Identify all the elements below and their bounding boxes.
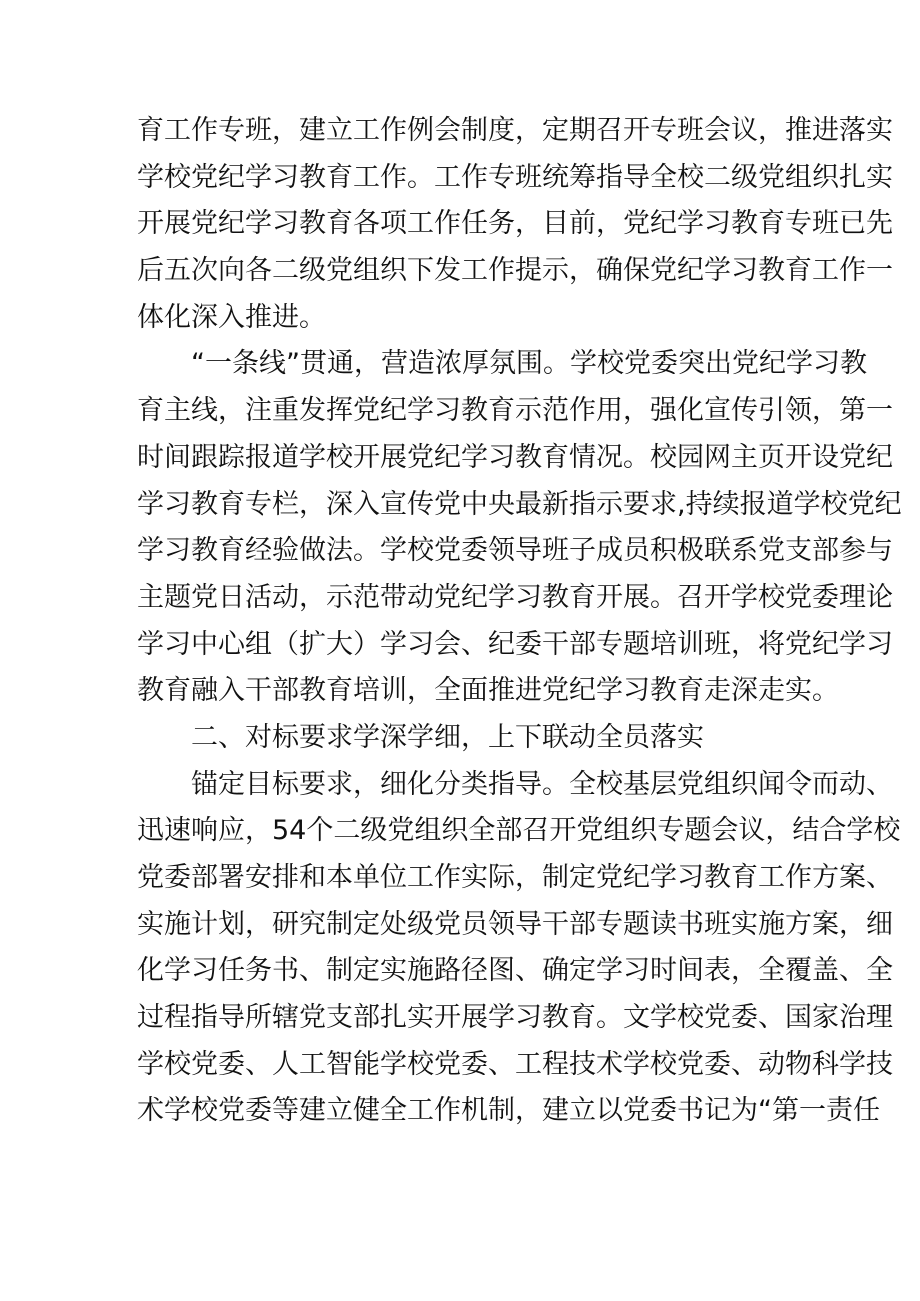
paragraph-1-line-4: 后五次向各二级党组织下发工作提示，确保党纪学习教育工作一 bbox=[137, 255, 893, 287]
document-body bbox=[137, 108, 902, 1135]
paragraph-1-line-5: 体化深入推进。 bbox=[137, 301, 326, 333]
paragraph-2-line-7: 学习中心组（扩大）学习会、纪委干部专题培训班，将党纪学习 bbox=[137, 628, 893, 660]
paragraph-2-line-5: 学习教育经验做法。学校党委领导班子成员积极联系党支部参与 bbox=[137, 535, 893, 567]
paragraph-3-line-4: 实施计划，研究制定处级党员领导干部专题读书班实施方案，细 bbox=[137, 908, 893, 940]
paragraph-1-line-1: 育工作专班，建立工作例会制度，定期召开专班会议，推进落实 bbox=[137, 115, 893, 146]
paragraph-3-line-1: 锚定目标要求，细化分类指导。全校基层党组织闻令而动、 bbox=[191, 768, 893, 800]
paragraph-3-line-6: 过程指导所辖党支部扎实开展学习教育。文学校党委、国家治理 bbox=[137, 1002, 893, 1034]
paragraph-2-line-8: 教育融入干部教育培训，全面推进党纪学习教育走深走实。 bbox=[137, 675, 839, 707]
paragraph-3-line-7: 学校党委、人工智能学校党委、工程技术学校党委、动物科学技 bbox=[137, 1048, 893, 1080]
paragraph-2-line-6: 主题党日活动，示范带动党纪学习教育开展。召开学校党委理论 bbox=[137, 581, 893, 613]
paragraph-2-line-2: 育主线，注重发挥党纪学习教育示范作用，强化宣传引领，第一 bbox=[137, 395, 893, 427]
paragraph-1-line-2: 学校党纪学习教育工作。工作专班统筹指导全校二级党组织扎实 bbox=[137, 161, 893, 193]
paragraph-2-line-1: “一条线”贯通，营造浓厚氛围。学校党委突出党纪学习教 bbox=[191, 348, 867, 380]
section-heading: 二、对标要求学深学细，上下联动全员落实 bbox=[191, 721, 704, 753]
paragraph-3-line-8: 术学校党委等建立健全工作机制，建立以党委书记为“第一责任 bbox=[137, 1095, 880, 1127]
paragraph-1-line-3: 开展党纪学习教育各项工作任务，目前，党纪学习教育专班已先 bbox=[137, 208, 893, 240]
paragraph-3-line-2: 迅速响应，54个二级党组织全部召开党组织专题会议，结合学校 bbox=[137, 815, 901, 847]
paragraph-2-line-4: 学习教育专栏，深入宣传党中央最新指示要求,持续报道学校党纪 bbox=[137, 488, 902, 520]
paragraph-2-line-3: 时间跟踪报道学校开展党纪学习教育情况。校园网主页开设党纪 bbox=[137, 441, 893, 473]
paragraph-3-line-5: 化学习任务书、制定实施路径图、确定学习时间表，全覆盖、全 bbox=[137, 955, 893, 987]
paragraph-3-line-3: 党委部署安排和本单位工作实际，制定党纪学习教育工作方案、 bbox=[137, 862, 893, 893]
